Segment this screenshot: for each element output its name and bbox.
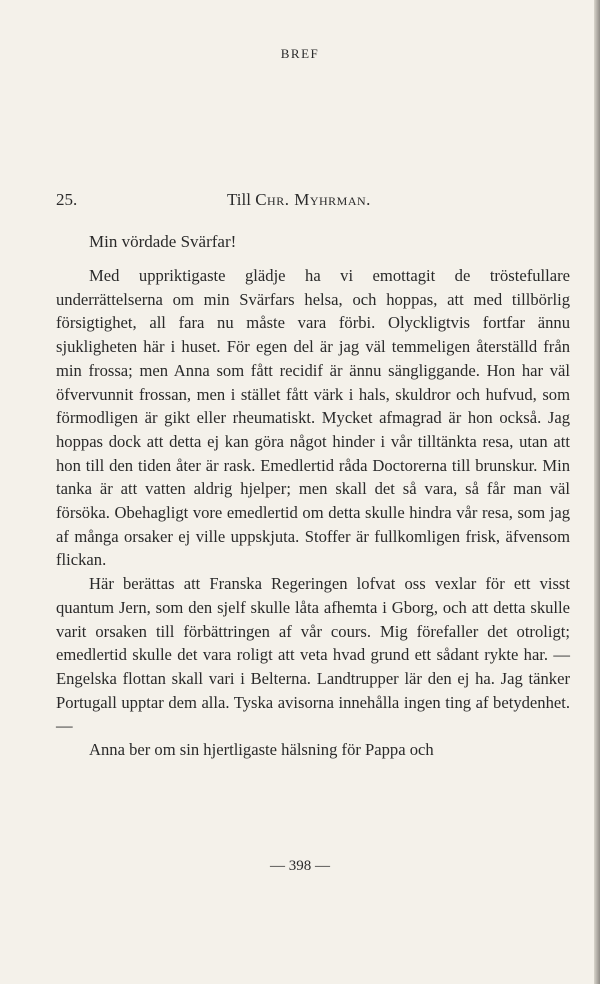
salutation: Min vördade Svärfar! [89, 232, 237, 251]
paragraph: Här berättas att Franska Regeringen lofvat oss vexlar för ett visst quantum Jern, som den sjelf skulle låta afhemta i Gborg, och att detta skulle varit orsaken till förbättringen af vår cours. Mig förefaller det otroligt; emedlertid skulle det vara roligt att veta hvad grund ett sådant rykte har. — Engelska flottan skall vari i Belterna. Landtrupper lär den ej ha. Jag tänker Portugall upptar dem alla. Tyska avisorna innehålla ingen ting af betydenhet. — [56, 574, 570, 736]
running-head: BREF [280, 46, 320, 61]
paragraph: Anna ber om sin hjertligaste hälsning för Pappa och [89, 740, 434, 760]
letter-body [56, 264, 570, 762]
paragraph: Med uppriktigaste glädje ha vi emottagit de tröstefullare underrättelserna om min Svärfars helsa, och hoppas, att med tillbörlig försigtighet, all fara nu måste vara förbi. Olyckligtvis fortfar ännu sjukligheten här i huset. För egen del är jag väl temmeligen återställd från min frossa; men Anna som fått recidif är ännu sängliggande. Hon har väl öfvervunnit frossan, men i stället fått värk i hals, skuldror och hufvud, som förmodligen är gikt eller rheumatiskt. Mycket afmagrad är hon också. Jag hoppas dock att detta ej kan göra något hinder i vår tilltänkta resa, utan att hon till den tiden åter är rask. Emedlertid råda Doctorerna till brunskur. Min tanka är att vatten aldrig hjelper; men skall det så vara, så får man väl försöka. Obehagligt vore emedlertid om detta skulle hindra vår resa, som jag af många orsaker ej ville uppskjuta. Stoffer är fullkomligen frisk, äfvensom flickan. [56, 266, 570, 570]
page-edge [594, 0, 600, 984]
recipient-name: Chr. Myhrman. [255, 190, 371, 209]
page-number: — 398 — [270, 858, 330, 874]
recipient-prefix: Till [227, 190, 256, 209]
letter-recipient [227, 190, 371, 210]
letter-number: 25. [56, 190, 78, 209]
